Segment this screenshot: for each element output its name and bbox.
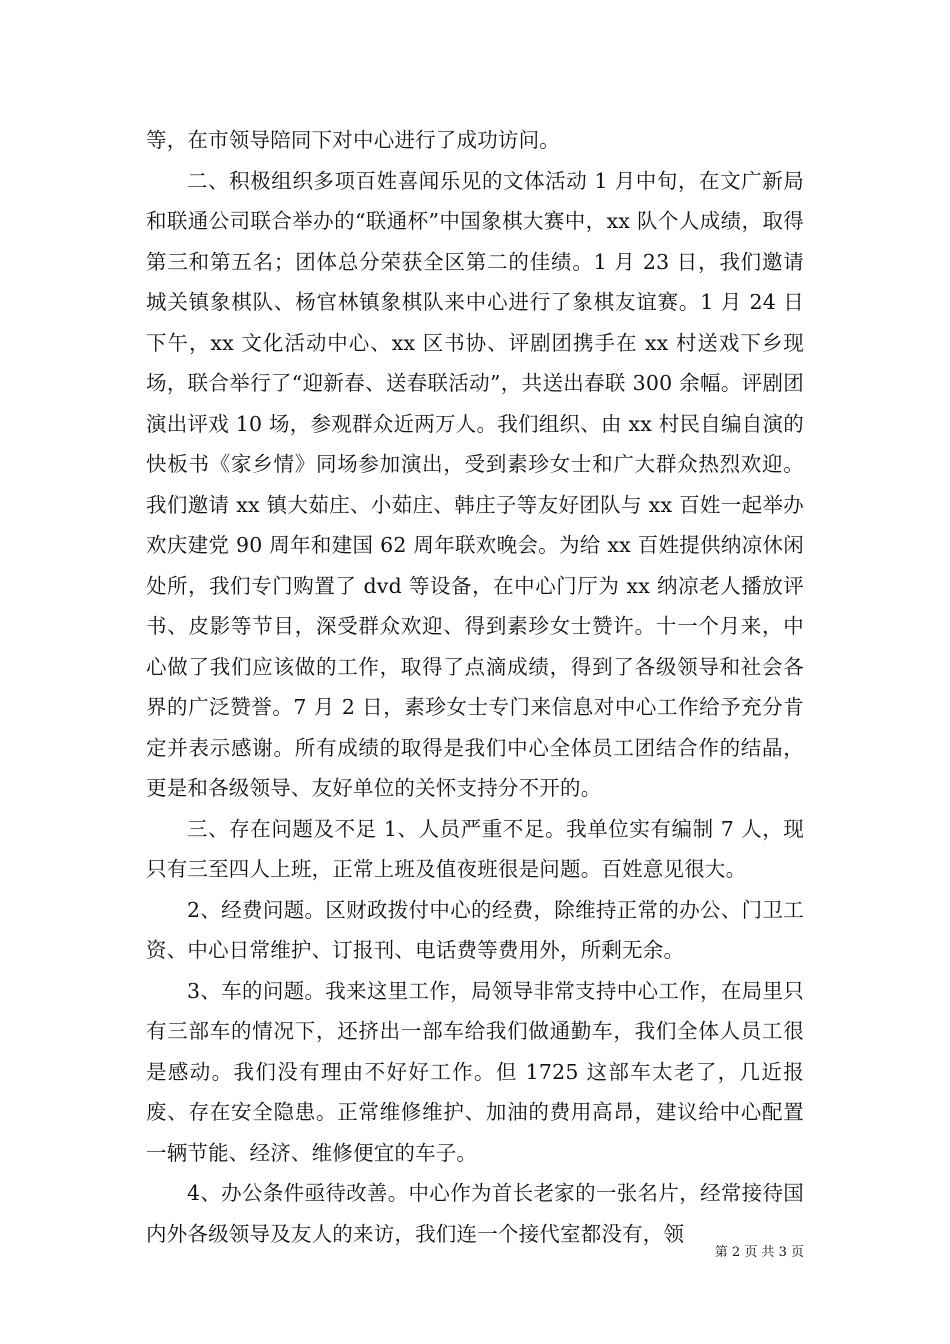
page-number-footer: 第 2 页 共 3 页 — [714, 1245, 804, 1260]
paragraph-problems-office: 4、办公条件亟待改善。中心作为首长老家的一张名片，经常接待国内外各级领导及友人的来访，我们连一个接代室都没有，领 — [146, 1181, 804, 1246]
paragraph-cultural-activities: 二、积极组织多项百姓喜闻乐见的文体活动 1 月中旬，在文广新局和联通公司联合举办的“联通杯”中国象棋大赛中，xx 队个人成绩，取得第三和第五名；团体总分荣获全区第二的佳绩。1 月 23 日，我们邀请城关镇象棋队、杨官林镇象棋队来中心进行了象棋友谊赛。1 月 24 日下午，xx 文化活动中心、xx 区书协、评剧团携手在 xx 村送戏下乡现场，联合举行了“迎新春、送春联活动”，共送出春联 300 余幅。评剧团演出评戏 10 场，参观群众近两万人。我们组织、由 xx 村民自编自演的快板书《家乡情》同场参加演出，受到素珍女士和广大群众热烈欢迎。我们邀请 xx 镇大茹庄、小茹庄、韩庄子等友好团队与 xx 百姓一起举办欢庆建党 90 周年和建国 62 周年联欢晚会。为给 xx 百姓提供纳凉休闲处所，我们专门购置了 dvd 等设备，在中心门厅为 xx 纳凉老人播放评书、皮影等节目，深受群众欢迎、得到素珍女士赞许。十一个月来，中心做了我们应该做的工作，取得了点滴成绩，得到了各级领导和社会各界的广泛赞誉。7 月 2 日，素珍女士专门来信息对中心工作给予充分肯定并表示感谢。所有成绩的取得是我们中心全体员工团结合作的结晶，更是和各级领导、友好单位的关怀支持分不开的。 — [146, 168, 804, 800]
paragraph-continuation: 等，在市领导陪同下对中心进行了成功访问。 — [146, 128, 560, 152]
paragraph-problems-funding: 2、经费问题。区财政拨付中心的经费，除维持正常的办公、门卫工资、中心日常维护、订报刊、电话费等费用外，所剩无余。 — [146, 897, 804, 962]
document-body — [146, 120, 804, 1254]
paragraph-problems-vehicle: 3、车的问题。我来这里工作，局领导非常支持中心工作，在局里只有三部车的情况下，还挤出一部车给我们做通勤车，我们全体人员工很是感动。我们没有理由不好好工作。但 1725 这部车太老了，几近报废、存在安全隐患。正常维修维护、加油的费用高昂，建议给中心配置一辆节能、经济、维修便宜的车子。 — [146, 978, 804, 1165]
paragraph-problems-staffing: 三、存在问题及不足 1、人员严重不足。我单位实有编制 7 人，现只有三至四人上班，正常上班及值夜班很是问题。百姓意见很大。 — [146, 816, 804, 881]
